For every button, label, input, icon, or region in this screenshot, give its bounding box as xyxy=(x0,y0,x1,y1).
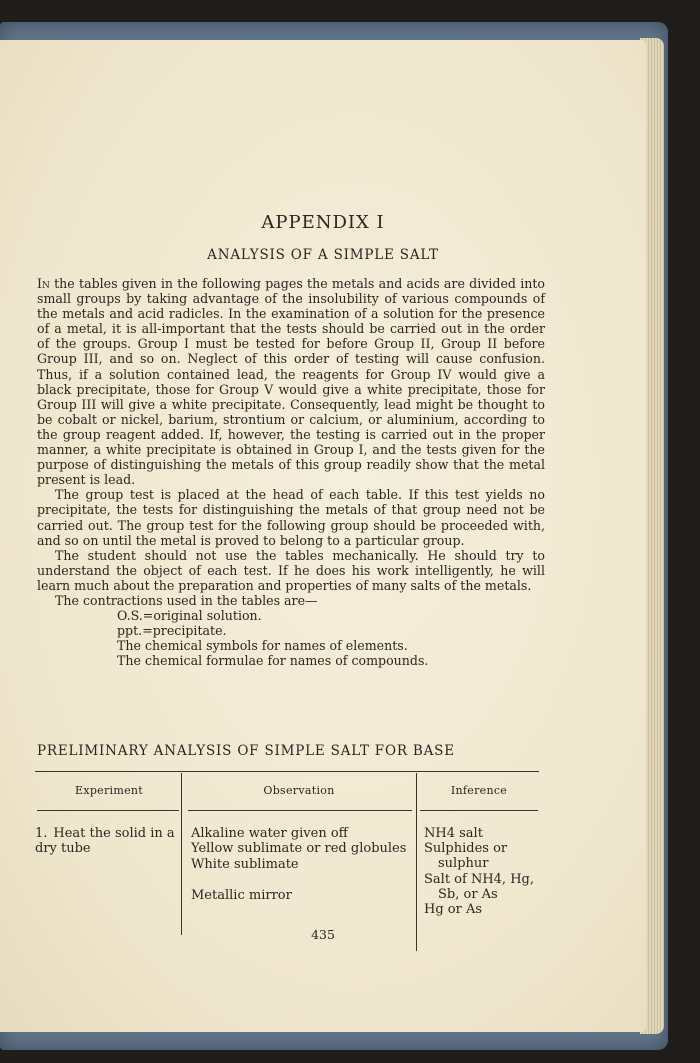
header-rule xyxy=(420,810,538,811)
inference-item: Hg or As xyxy=(424,902,483,918)
row-number: 1. xyxy=(35,826,48,841)
body-text xyxy=(37,276,545,668)
observation-item: Metallic mirror xyxy=(191,887,292,903)
experiment-text: Heat the solid in a dry tube xyxy=(35,826,175,857)
observation-item: Yellow sublimate or red globules xyxy=(191,841,407,857)
paragraph-intro-text: the tables given in the following pages the metals and acids are divided into small groups by taking advantage of the insolubility of various compounds of the metals and acid radicles. In the examination of a solution for the presence of a metal, it is all-important that the tests should be carried out in the order of the groups. Group I must be tested for before Group II, Group II before Group III, and so on. Neglect of this order of testing will cause confusion. Thus, if a solution contained lead, the reagents for Group IV would give a black precipitate, those for Group V would give a white precipitate, those for Group III will give a white precipitate. Consequently, lead might be thought to be cobalt or nickel, barium, strontium or calcium, or aluminium, according to the group reagent added. If, however, the testing is carried out in the proper manner, a white precipitate is obtained in Group I, and the tests given for the purpose of distinguishing the metals of this group readily show that the metal present is lead. xyxy=(37,276,545,488)
observation-item: White sublimate xyxy=(191,857,299,873)
inference-cell xyxy=(424,826,546,917)
experiment-cell xyxy=(35,826,177,856)
contraction-item: O.S.=original solution. xyxy=(117,608,262,624)
header-rule xyxy=(37,810,179,811)
header-rule xyxy=(188,810,412,811)
contractions-list xyxy=(117,608,545,668)
page-number: 435 xyxy=(311,927,335,942)
paragraph-group-test: The group test is placed at the head of each table. If this test yields no precipitate, the tests for distinguishing the metals of that group need not be carried out. The group test for the following group should be proceeded with, and so on until the metal is proved to belong to a particular group. xyxy=(37,487,545,548)
appendix-title: APPENDIX I xyxy=(261,212,385,233)
appendix-subtitle: ANALYSIS OF A SIMPLE SALT xyxy=(207,247,439,263)
book-page xyxy=(0,40,646,1032)
observation-cell xyxy=(191,826,411,903)
contraction-item: ppt.=precipitate. xyxy=(117,623,227,639)
contraction-item: The chemical symbols for names of elements. xyxy=(117,638,408,654)
section-title: PRELIMINARY ANALYSIS OF SIMPLE SALT FOR BASE xyxy=(37,743,455,759)
contraction-item: The chemical formulae for names of compounds. xyxy=(117,653,429,669)
inference-item: Sulphides or sulphur xyxy=(424,841,508,872)
column-divider xyxy=(416,773,417,951)
table-top-rule xyxy=(35,771,539,772)
header-experiment: Experiment xyxy=(74,784,143,797)
inference-item: NH4 salt xyxy=(424,826,483,841)
contractions-intro: The contractions used in the tables are— xyxy=(55,592,318,608)
observation-item: Alkaline water given off xyxy=(191,826,348,841)
paragraph-student: The student should not use the tables mechanically. He should try to understand the object of each test. If he does his work intelligently, he will learn much about the preparation and properties of many salts of the metals. xyxy=(37,547,545,593)
header-inference: Inference xyxy=(450,784,508,797)
drop-word: In xyxy=(37,276,50,291)
column-divider xyxy=(181,773,182,935)
header-observation: Observation xyxy=(263,784,335,797)
inference-item: Salt of NH4, Hg, Sb, or As xyxy=(424,871,534,902)
paragraph-intro xyxy=(37,276,545,487)
